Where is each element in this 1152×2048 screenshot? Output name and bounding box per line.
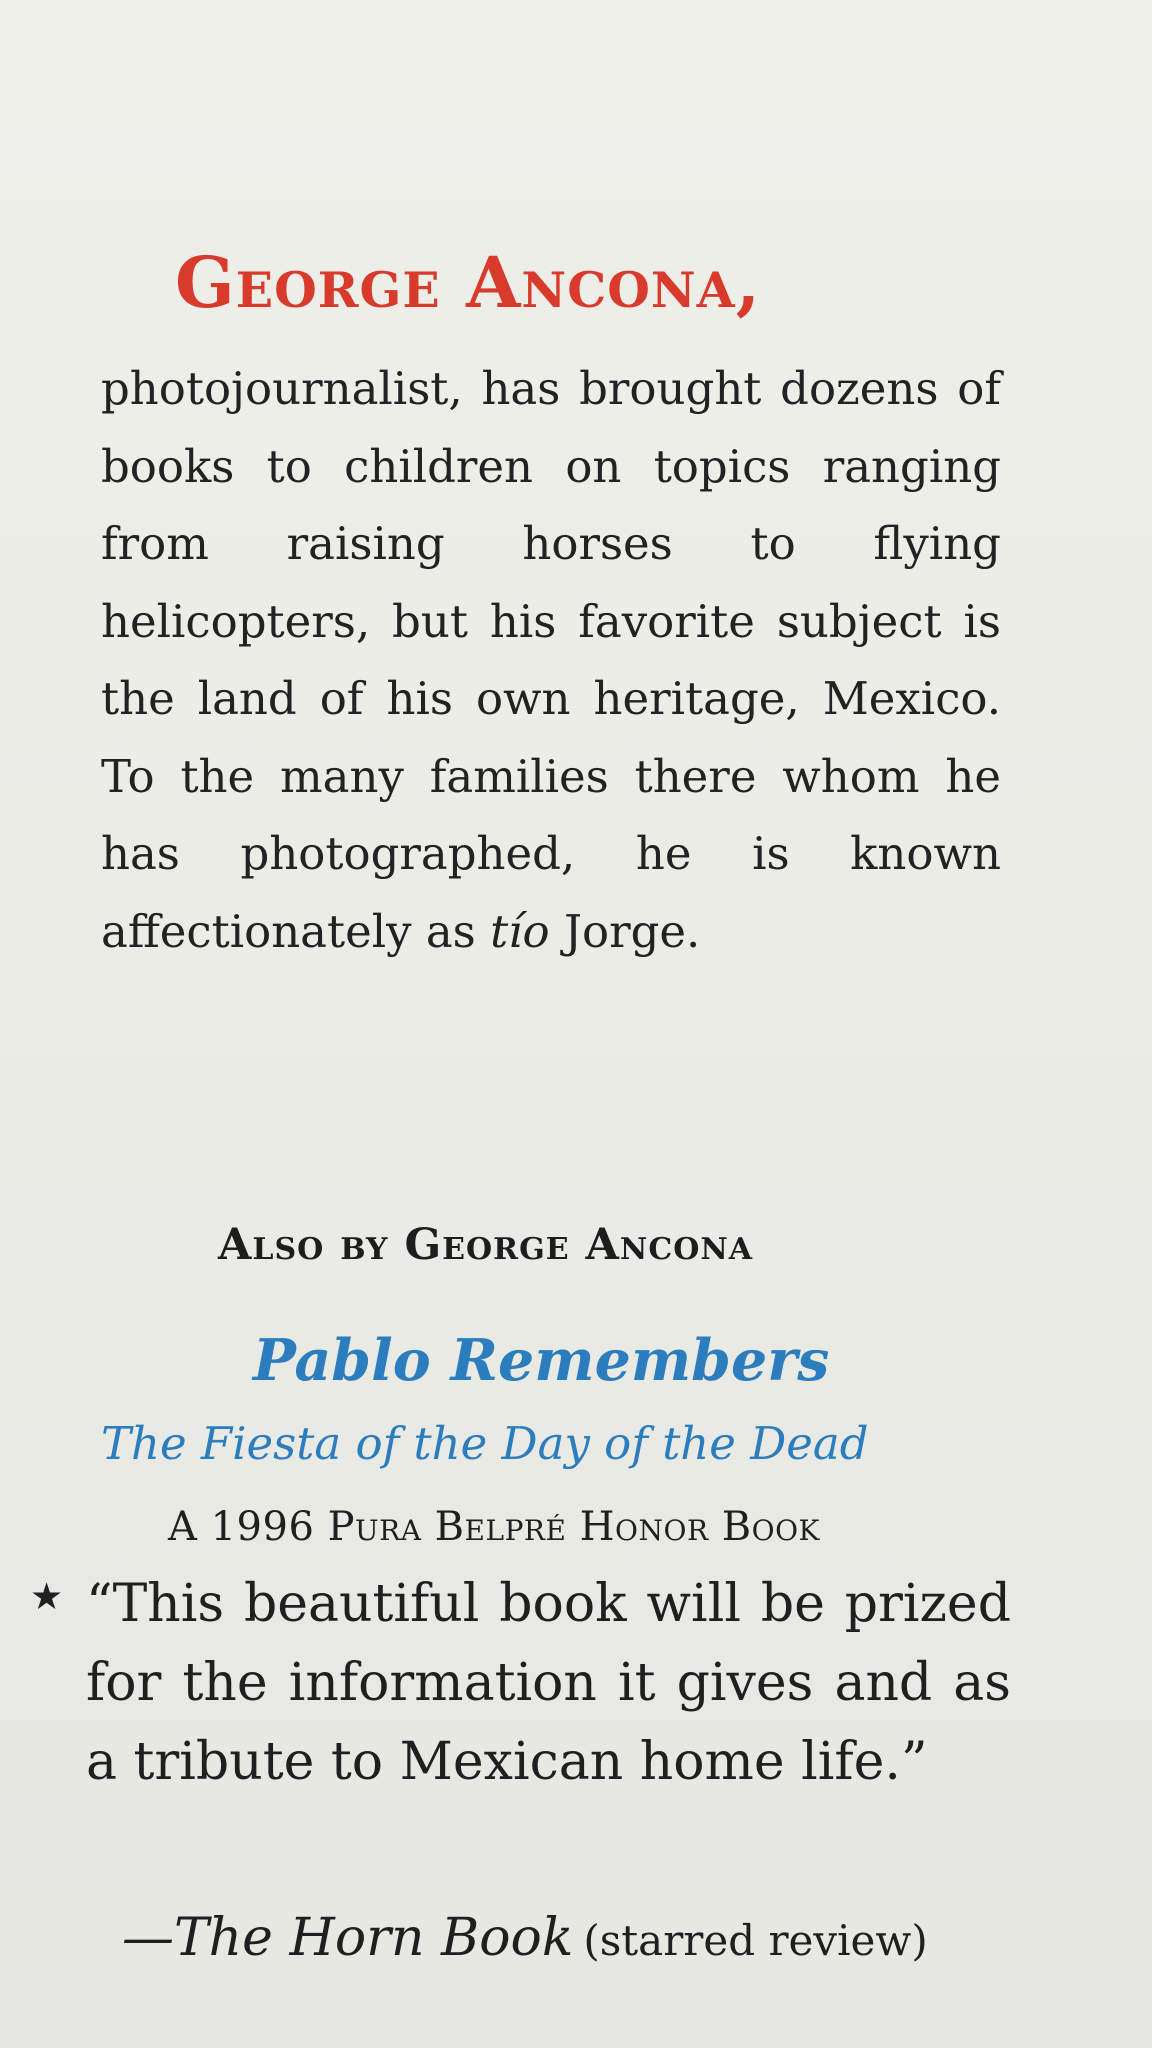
author-bio xyxy=(101,350,1001,970)
bio-ending-text: Jorge. xyxy=(549,904,701,958)
review-publication: The Horn Book xyxy=(174,1908,574,1968)
attribution-dash: — xyxy=(122,1908,174,1968)
author-name: George Ancona, xyxy=(175,241,762,324)
book-subtitle: The Fiesta of the Day of the Dead xyxy=(101,1417,869,1470)
review-attribution xyxy=(122,1908,928,1968)
book-title: Pablo Remembers xyxy=(253,1327,830,1394)
book-award: A 1996 Pura Belpré Honor Book xyxy=(168,1504,820,1550)
bio-italic-word: tío xyxy=(490,904,550,958)
bio-main-text: photojournalist, has brought dozens of books to children on topics ranging from raising horses to flying helicopters, but his favorite subject is the land of his own heritage, Mexico. To the many families there whom he has photographed, he is known affectionately as xyxy=(101,362,1001,958)
review-note: (starred review) xyxy=(583,1916,928,1965)
star-icon: ★ xyxy=(30,1575,64,1618)
also-by-heading: Also by George Ancona xyxy=(218,1220,754,1270)
review-quote: “This beautiful book will be prized for the information it gives and as a tribute to Mexican home life.” xyxy=(86,1574,1011,1792)
